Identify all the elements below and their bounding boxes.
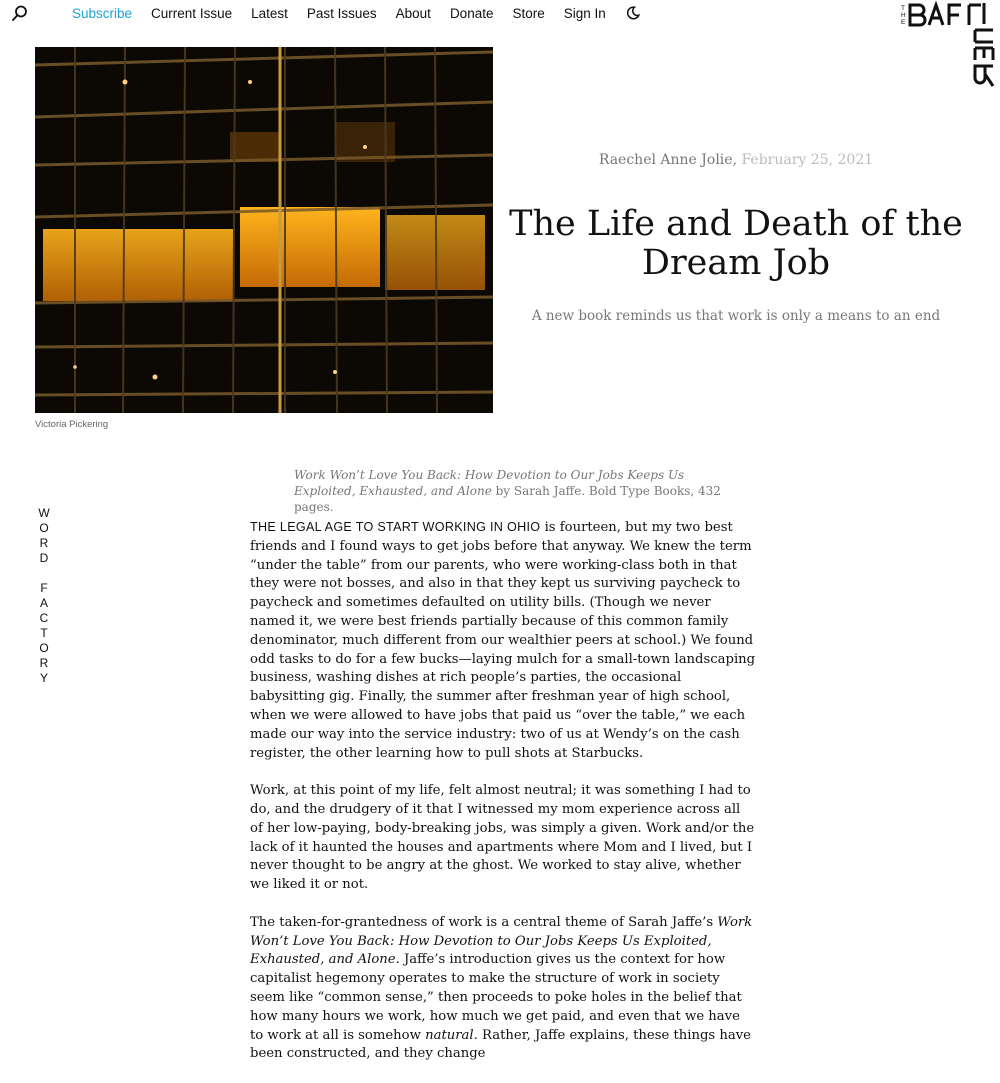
section-label-char: W xyxy=(38,506,50,520)
section-label-char: A xyxy=(39,596,48,610)
svg-text:E: E xyxy=(901,19,906,26)
paragraph-1 xyxy=(250,518,756,763)
nav-store[interactable]: Store xyxy=(512,5,545,21)
book-title-inline: Work Won’t Love You Back: How Devotion to Our Jobs Keeps Us Exploited, Exhausted, and Alone xyxy=(250,914,753,968)
search-button[interactable] xyxy=(10,4,30,24)
section-label-char: D xyxy=(39,551,49,565)
nav-donate[interactable]: Donate xyxy=(449,5,494,21)
paragraph-3-text-c: . Jaffe’s introduction gives us the context for how capitalist hegemony operates to make the structure of work in society seem like “common sense,” then proceeds to poke holes in the belief that how many hours we work, how much we get paid, and even that we have to work at all is somehow xyxy=(250,952,742,1043)
paragraph-3-text-e: . Rather, Jaffe explains, these things have been constructed, and they change xyxy=(250,1027,751,1062)
book-title: Work Won’t Love You Back: How Devotion to Our Jobs Keeps Us Exploited, Exhausted, and Alone xyxy=(294,468,685,498)
section-label[interactable] xyxy=(36,506,52,686)
byline xyxy=(505,152,967,168)
svg-text:H: H xyxy=(901,12,906,19)
nav-about[interactable]: About xyxy=(395,5,431,21)
paragraph-1-text: is fourteen, but my two best friends and I found ways to get jobs before that anyway. We knew the term “under the table” from our parents, who were working-class both in that they were not bosses, and also in that they kept us surviving paycheck to paycheck and sometimes defaulted on utility bills. (Though we never named it, we were best friends partially because of this common family denominator, much different from our wealthier peers at school.) We found odd tasks to do for a few bucks—laying mulch for a small-town landscaping business, washing dishes at rich people’s parties, the occasional babysitting gig. Finally, the summer after freshman year of high school, when we were allowed to have jobs that paid us “over the table,” we each made our way into the service industry: two of us at Wendy’s on the cash register, the other learning how to pull shots at Starbucks. xyxy=(250,520,756,761)
moon-icon[interactable] xyxy=(626,6,640,20)
lead-in: THE LEGAL AGE TO START WORKING IN OHIO xyxy=(250,520,541,534)
paragraph-2: Work, at this point of my life, felt almost neutral; it was something I had to do, and the drudgery of it that I witnessed my mom experience across all of her low-paying, body-breaking jobs, was simply a given. Work and/or the lack of it haunted the houses and apartments where Mom and I lived, but I never thought to be angry at the ghost. We worked to stay alive, whether we liked it or not. xyxy=(250,783,755,893)
baffler-logo[interactable] xyxy=(899,0,997,92)
article-dek: A new book reminds us that work is only a means to an end xyxy=(531,308,941,324)
publish-date: February 25, 2021 xyxy=(741,152,874,168)
nav-past-issues[interactable]: Past Issues xyxy=(306,5,377,21)
section-label-char: O xyxy=(39,641,49,655)
section-label-char xyxy=(36,566,52,581)
book-details: by Sarah Jaffe. Bold Type Books, 432 pages. xyxy=(294,484,721,514)
section-label-char: R xyxy=(39,536,49,550)
emphasis-natural: natural xyxy=(425,1027,474,1043)
article-title: The Life and Death of the Dream Job xyxy=(509,204,963,283)
nav-latest[interactable]: Latest xyxy=(251,5,288,21)
section-label-char: R xyxy=(39,656,49,670)
search-icon xyxy=(10,4,30,24)
nav-sign-in[interactable]: Sign In xyxy=(563,5,606,21)
book-credit xyxy=(294,467,724,515)
author-name[interactable]: Raechel Anne Jolie, xyxy=(598,152,738,168)
section-label-char: F xyxy=(40,581,48,595)
section-label-char: O xyxy=(39,521,49,535)
nav-subscribe[interactable]: Subscribe xyxy=(72,5,133,21)
section-label-char: Y xyxy=(39,671,48,685)
paragraph-3-text-a: The taken-for-grantedness of work is a central theme of Sarah Jaffe’s xyxy=(250,914,718,930)
paragraph-3 xyxy=(250,914,756,1064)
section-label-char: T xyxy=(40,626,48,640)
svg-text:T: T xyxy=(901,5,905,12)
photo-credit: Victoria Pickering xyxy=(35,419,109,430)
main-nav xyxy=(72,4,640,22)
article-body xyxy=(250,518,756,1083)
office-building-night-photo xyxy=(35,47,493,413)
section-label-char: C xyxy=(39,611,49,625)
nav-current-issue[interactable]: Current Issue xyxy=(151,5,233,21)
